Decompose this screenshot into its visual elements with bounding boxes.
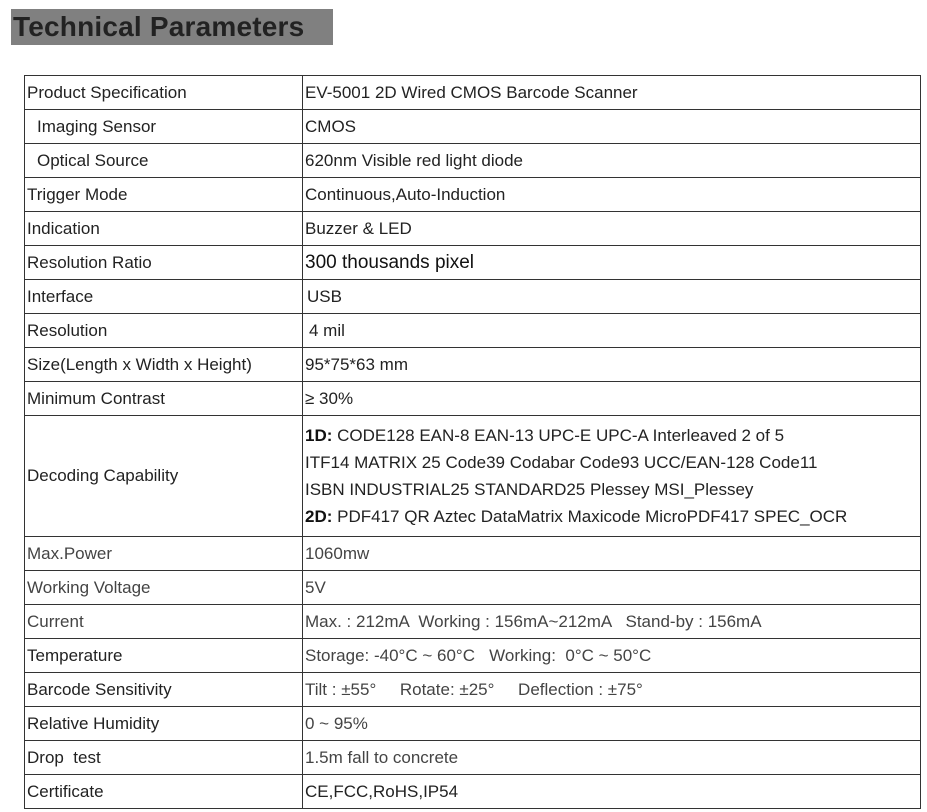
spec-label: Decoding Capability	[25, 416, 303, 537]
decoding-line: CODE128 EAN-8 EAN-13 UPC-E UPC-A Interleaved 2 of 5	[332, 426, 785, 445]
spec-label: Barcode Sensitivity	[25, 673, 303, 707]
spec-value: ≥ 30%	[303, 382, 921, 416]
spec-value: EV-5001 2D Wired CMOS Barcode Scanner	[303, 76, 921, 110]
spec-label: Resolution Ratio	[25, 246, 303, 280]
spec-value: Buzzer & LED	[303, 212, 921, 246]
spec-value: 1.5m fall to concrete	[303, 741, 921, 775]
spec-value: Continuous,Auto-Induction	[303, 178, 921, 212]
spec-value: 620nm Visible red light diode	[303, 144, 921, 178]
decoding-2d-prefix: 2D:	[305, 507, 333, 526]
spec-value: Storage: -40°C ~ 60°C Working: 0°C ~ 50°C	[303, 639, 921, 673]
decoding-line: PDF417 QR Aztec DataMatrix Maxicode MicroPDF417 SPEC_OCR	[332, 507, 848, 526]
spec-label: Indication	[25, 212, 303, 246]
spec-value: 4 mil	[303, 314, 921, 348]
decoding-1d-prefix: 1D:	[305, 426, 333, 445]
page-title: Technical Parameters	[13, 11, 305, 42]
decoding-line: ITF14 MATRIX 25 Code39 Codabar Code93 UCC/EAN-128 Code11	[305, 453, 818, 472]
spec-label: Imaging Sensor	[25, 110, 303, 144]
spec-value: 1060mw	[303, 537, 921, 571]
spec-value: 5V	[303, 571, 921, 605]
spec-label: Size(Length x Width x Height)	[25, 348, 303, 382]
spec-label: Minimum Contrast	[25, 382, 303, 416]
spec-label: Resolution	[25, 314, 303, 348]
table-row	[25, 348, 921, 382]
spec-value: CE,FCC,RoHS,IP54	[303, 775, 921, 809]
spec-label: Interface	[25, 280, 303, 314]
spec-value-decoding	[303, 416, 921, 537]
table-row	[25, 144, 921, 178]
spec-label: Relative Humidity	[25, 707, 303, 741]
table-row	[25, 741, 921, 775]
spec-value: 0 ~ 95%	[303, 707, 921, 741]
spec-value: USB	[303, 280, 921, 314]
table-row	[25, 416, 921, 537]
table-row	[25, 707, 921, 741]
table-row	[25, 775, 921, 809]
spec-label: Current	[25, 605, 303, 639]
spec-value: 95*75*63 mm	[303, 348, 921, 382]
table-row	[25, 212, 921, 246]
table-row	[25, 110, 921, 144]
spec-label: Max.Power	[25, 537, 303, 571]
table-row	[25, 76, 921, 110]
page-title-banner	[11, 9, 333, 45]
table-row	[25, 639, 921, 673]
spec-label: Drop test	[25, 741, 303, 775]
table-row	[25, 537, 921, 571]
table-row	[25, 382, 921, 416]
spec-label: Product Specification	[25, 76, 303, 110]
spec-value: 300 thousands pixel	[303, 246, 921, 280]
table-row	[25, 673, 921, 707]
table-row	[25, 605, 921, 639]
table-row	[25, 314, 921, 348]
spec-label: Trigger Mode	[25, 178, 303, 212]
spec-value: Tilt : ±55° Rotate: ±25° Deflection : ±75°	[303, 673, 921, 707]
spec-label: Temperature	[25, 639, 303, 673]
spec-label: Optical Source	[25, 144, 303, 178]
spec-label: Certificate	[25, 775, 303, 809]
spec-value: Max. : 212mA Working : 156mA~212mA Stand-by : 156mA	[303, 605, 921, 639]
table-row	[25, 280, 921, 314]
decoding-line: ISBN INDUSTRIAL25 STANDARD25 Plessey MSI_Plessey	[305, 480, 754, 499]
spec-label: Working Voltage	[25, 571, 303, 605]
table-row	[25, 571, 921, 605]
table-row	[25, 178, 921, 212]
spec-value: CMOS	[303, 110, 921, 144]
table-row	[25, 246, 921, 280]
spec-table	[24, 75, 921, 809]
